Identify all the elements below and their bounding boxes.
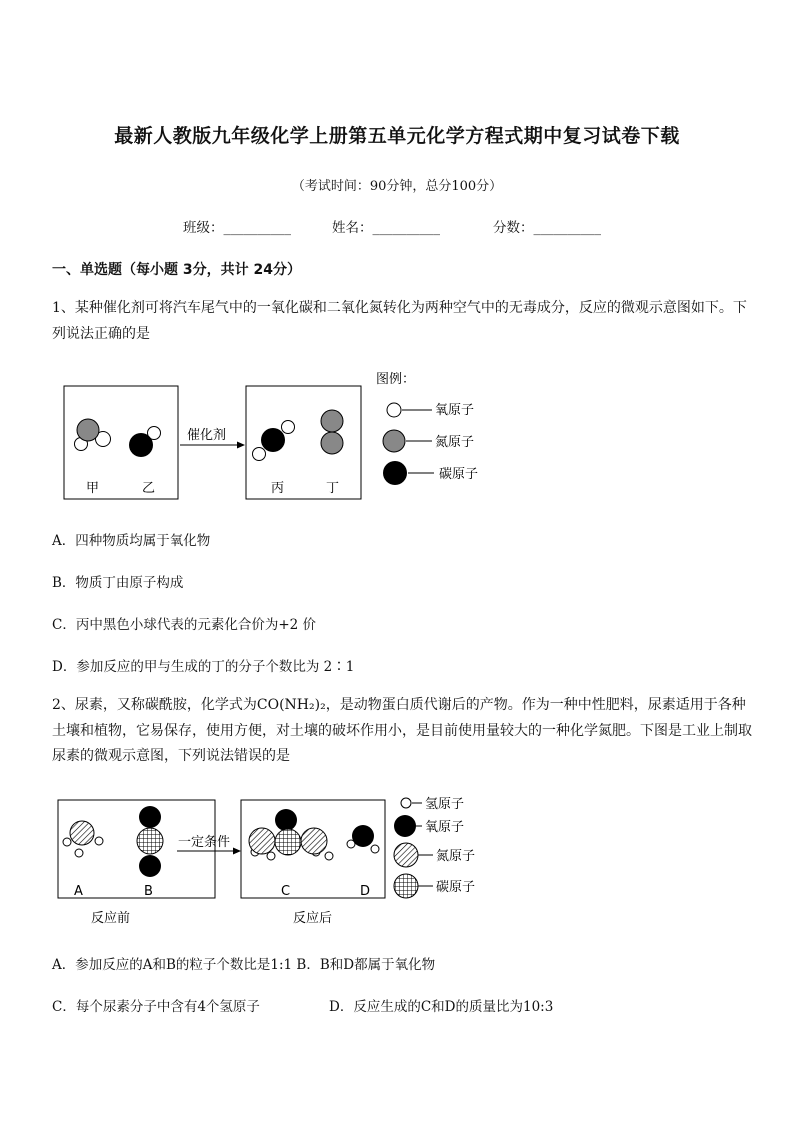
question-1-figure: [60, 366, 500, 506]
q2-option-c[interactable]: C．每个尿素分子中含有4个氢原子: [52, 999, 260, 1015]
legend-nitrogen: 氮原子: [435, 435, 475, 450]
hydrogen-atom: [95, 837, 103, 845]
carbon-atom: [275, 829, 301, 855]
q1-option-a[interactable]: A．四种物质均属于氧化物: [52, 533, 211, 549]
legend-oxygen-icon-2: [394, 815, 416, 837]
exam-time: （考试时间：90分钟，总分100分）: [291, 179, 503, 194]
q1-option-d[interactable]: D．参加反应的甲与生成的丁的分子个数比为 2∶1: [52, 659, 355, 675]
nitrogen-atom: [249, 828, 275, 854]
legend-hydrogen: 氢原子: [425, 797, 465, 812]
nitrogen-atom: [70, 821, 94, 845]
oxygen-atom: [275, 809, 297, 831]
question-2-figure: [55, 794, 495, 930]
hydrogen-atom: [63, 838, 71, 846]
legend-title: 图例：: [376, 372, 416, 387]
carbon-atom: [137, 828, 163, 854]
q2-option-d[interactable]: D．反应生成的C和D的质量比为10:3: [329, 999, 554, 1015]
arrow-label: 催化剂: [187, 428, 227, 443]
hydrogen-atom: [75, 849, 83, 857]
q1-option-b[interactable]: B．物质丁由原子构成: [52, 575, 184, 591]
score-field: 分数：__________: [493, 220, 601, 236]
oxygen-atom: [282, 421, 295, 434]
legend-hydrogen-icon: [401, 798, 411, 808]
label-yi: 乙: [142, 481, 156, 496]
hydrogen-atom: [371, 845, 379, 853]
legend-oxygen: 氧原子: [435, 403, 475, 418]
oxygen-atom: [139, 855, 161, 877]
q1-option-c[interactable]: C．丙中黑色小球代表的元素化合价为+2 价: [52, 617, 317, 633]
nitrogen-atom: [321, 432, 343, 454]
q2-option-ab[interactable]: A．参加反应的A和B的粒子个数比是1:1 B．B和D都属于氧化物: [52, 957, 436, 973]
legend-carbon-icon-2: [394, 874, 418, 898]
legend-carbon: 碳原子: [439, 467, 479, 482]
legend-nitrogen-2: 氮原子: [436, 849, 476, 864]
nitrogen-atom: [77, 419, 99, 441]
legend-carbon-icon: [383, 461, 407, 485]
caption-before: 反应前: [91, 911, 131, 926]
legend-carbon-2: 碳原子: [436, 880, 476, 895]
carbon-atom: [261, 428, 285, 452]
caption-after: 反应后: [293, 911, 333, 926]
label-bing: 丙: [271, 481, 285, 496]
legend-nitrogen-icon: [383, 430, 405, 452]
hydrogen-atom: [267, 852, 275, 860]
oxygen-atom: [352, 825, 374, 847]
class-field: 班级：__________: [183, 220, 291, 236]
question-2-stem: 2、尿素，又称碳酰胺，化学式为CO(NH₂)₂，是动物蛋白质代谢后的产物。作为一种中性肥料，尿素适用于各种土壤和植物，它易保存，使用方便，对土壤的破坏作用小，是目前使用量较大的一种化学氮肥。下图是工业上制取尿素的微观示意图，下列说法错误的是: [52, 697, 752, 764]
label-b: B: [144, 884, 153, 899]
nitrogen-atom: [301, 828, 327, 854]
legend-nitrogen-icon-2: [394, 843, 418, 867]
legend-oxygen-2: 氧原子: [425, 820, 465, 835]
page-title: 最新人教版九年级化学上册第五单元化学方程式期中复习试卷下载: [114, 125, 680, 147]
carbon-atom: [129, 433, 153, 457]
name-field: 姓名：__________: [332, 220, 440, 236]
arrow-label-2: 一定条件: [178, 835, 231, 850]
label-a: A: [74, 884, 83, 899]
section-heading: 一、单选题（每小题 3分，共计 24分）: [52, 262, 301, 278]
legend-oxygen-icon: [387, 403, 401, 417]
label-ding: 丁: [326, 481, 340, 496]
question-1-stem: 1、某种催化剂可将汽车尾气中的一氧化碳和二氧化氮转化为两种空气中的无毒成分，反应的微观示意图如下。下列说法正确的是: [52, 300, 747, 342]
label-d: D: [360, 884, 371, 899]
oxygen-atom: [253, 448, 266, 461]
label-jia: 甲: [86, 481, 100, 496]
label-c: C: [281, 884, 291, 899]
hydrogen-atom: [325, 852, 333, 860]
nitrogen-atom: [321, 410, 343, 432]
oxygen-atom: [139, 806, 161, 828]
